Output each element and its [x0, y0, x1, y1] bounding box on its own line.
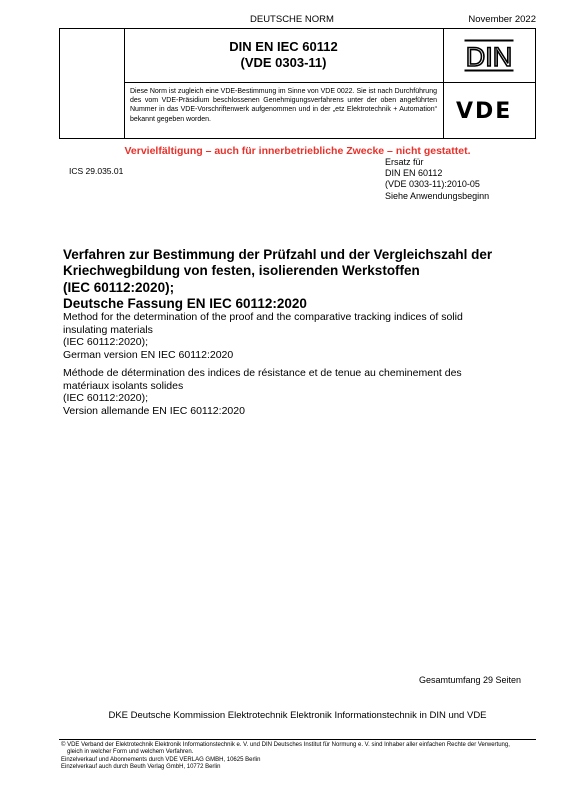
footer-line: Einzelverkauf auch durch Beuth Verlag GmbH, 10772 Berlin [61, 763, 221, 770]
replacement-line: Siehe Anwendungsbeginn [385, 190, 490, 201]
replacement-line: (VDE 0303-11):2010-05 [385, 179, 480, 190]
total-pages: Gesamtumfang 29 Seiten [418, 675, 521, 685]
title-line: (IEC 60112:2020); [63, 336, 149, 349]
title-line: Méthode de détermination des indices de résistance et de tenue au cheminement des [63, 367, 462, 379]
document-number-line: DIN EN IEC 60112 [229, 39, 338, 54]
ics-code: ICS 29.035.01 [69, 166, 124, 176]
title-line: Version allemande EN IEC 60112:2020 [63, 404, 245, 417]
title-line: matériaux isolants solides [63, 379, 184, 392]
footer-line: gleich in welcher Form und welchem Verfahren. [67, 749, 194, 756]
title-line: Method for the determination of the proof and the comparative tracking indices of solid [63, 311, 463, 323]
copy-warning: Vervielfältigung – auch für innerbetriebliche Zwecke – nicht gestattet. [124, 145, 471, 157]
vde-logo: VDE [456, 99, 513, 124]
title-english [63, 311, 523, 361]
title-line: German version EN IEC 60112:2020 [63, 348, 234, 361]
title-german [63, 247, 523, 313]
title-line: Verfahren zur Bestimmung der Prüfzahl und der Vergleichszahl der [63, 247, 493, 262]
vde-regulation-note: Diese Norm ist zugleich eine VDE-Bestimmung im Sinne von VDE 0022. Sie ist nach Durchführung des vom VDE-Präsidium beschlossenen Genehmigungsverfahrens unter der oben angeführten Nummer in das VDE-Vorschriftenwerk aufgenommen und in der „etz Elektrotechnik + Automation“ bekannt gegeben worden. [130, 88, 437, 123]
title-line: (IEC 60112:2020); [63, 392, 149, 405]
box-divider-horizontal [124, 82, 535, 83]
replacement-line: Ersatz für [385, 157, 424, 167]
title-line: Deutsche Fassung EN IEC 60112:2020 [63, 296, 307, 312]
replacement-line: DIN EN 60112 [385, 168, 443, 179]
copyright-footer [61, 742, 541, 771]
footer-line: Einzelverkauf und Abonnements durch VDE VERLAG GMBH, 10625 Berlin [61, 756, 261, 763]
title-line: Kriechwegbildung von festen, isolierenden Werkstoffen [63, 263, 420, 279]
header-date: November 2022 [468, 14, 536, 25]
footer-divider [59, 739, 536, 740]
title-box [59, 28, 536, 139]
header-label: DEUTSCHE NORM [250, 14, 334, 25]
title-french [63, 367, 523, 417]
din-logo [464, 39, 514, 72]
document-vde-number: (VDE 0303-11) [240, 55, 327, 70]
title-line: (IEC 60112:2020); [63, 279, 175, 295]
footer-line: © VDE Verband der Elektrotechnik Elektronik Informationstechnik e. V. und DIN Deutsches Institut für Normung e. V. sind Inhaber aller einfachen Rechte der Verwertung, [61, 742, 510, 748]
box-divider-right [443, 29, 444, 138]
replacement-info [385, 157, 489, 202]
din-logo-text: DIN [465, 42, 513, 72]
title-line: insulating materials [63, 323, 153, 336]
document-number [124, 39, 443, 71]
committee-name: DKE Deutsche Kommission Elektrotechnik Elektronik Informationstechnik in DIN und VDE [108, 710, 487, 721]
